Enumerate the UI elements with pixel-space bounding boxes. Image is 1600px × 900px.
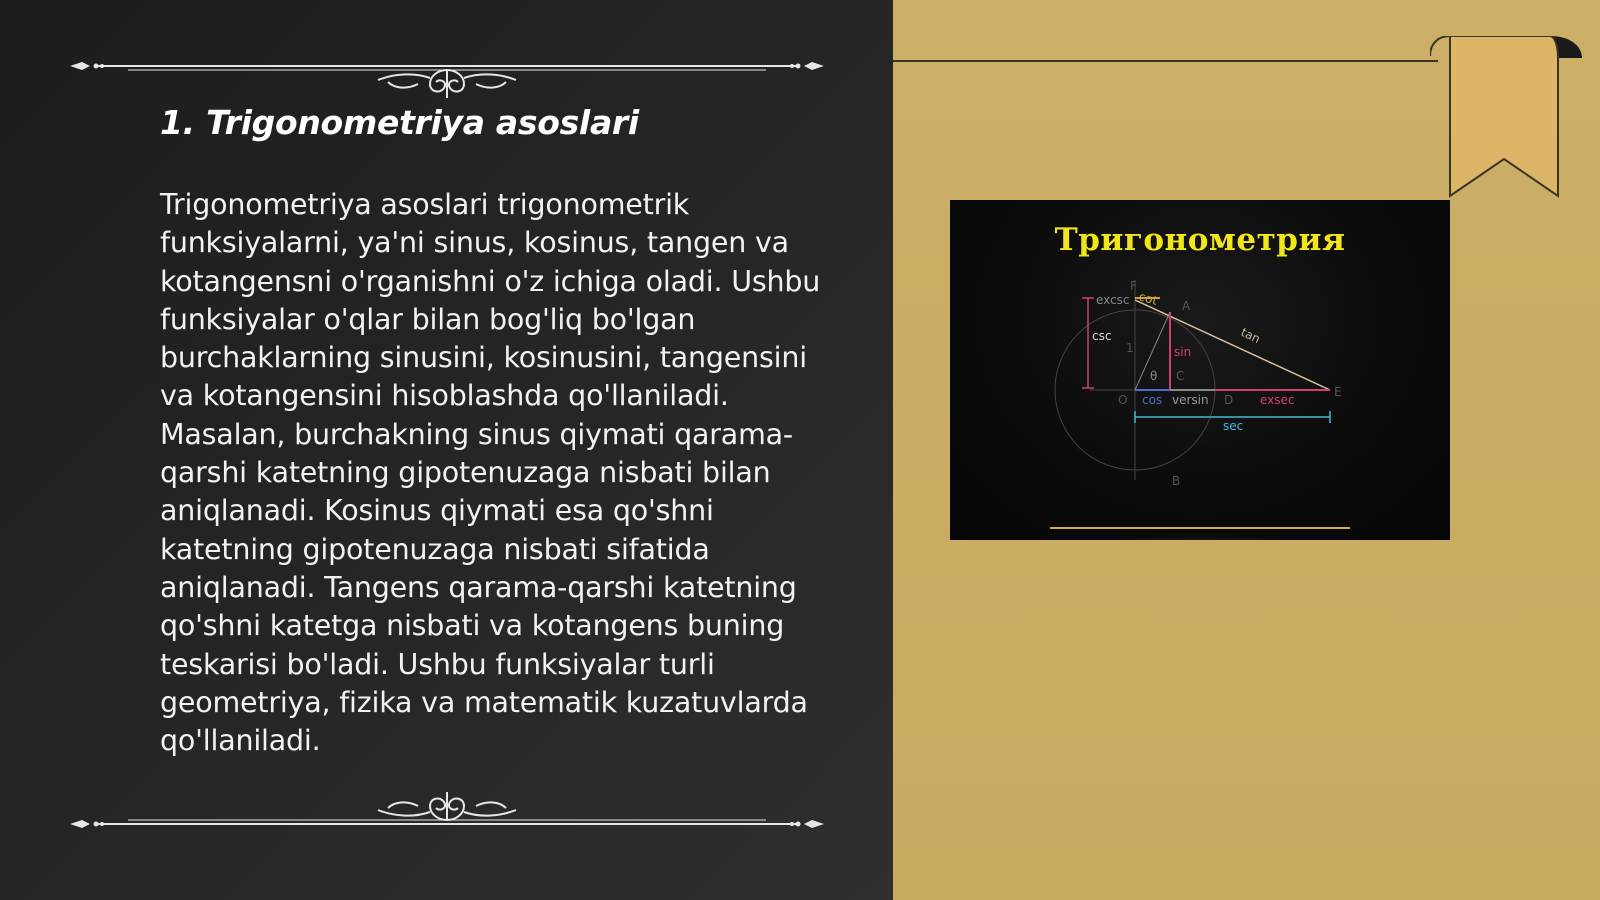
point-e-label: E bbox=[1334, 385, 1342, 399]
slide-title: 1. Trigonometriya asoslari bbox=[160, 103, 639, 142]
slide-paragraph: Trigonometriya asoslari trigonometrik funksiyalarni, ya'ni sinus, kosinus, tangen va kotangensni o'rganishni o'z ichiga oladi. Ushbu funksiyalar o'qlar bilan bog'liq bo'lgan burchaklarning sinusini, kosinusini, tangensini va kotangensini hisoblashda qo'llaniladi. Masalan, burchakning sinus qiymati qarama-qarshi katetning gipotenuzaga nisbati bilan aniqlanadi. Kosinus qiymati esa qo'shni katetning gipotenuzaga nisbati sifatida aniqlanadi. Tangens qarama-qarshi katetning qo'shni katetga nisbati va kotangens buning teskarisi bo'ladi. Ushbu funksiyalar turli geometriya, fizika va matematik kuzatuvlarda qo'llaniladi. bbox=[160, 188, 821, 758]
point-o-label: O bbox=[1118, 393, 1128, 407]
cos-label: cos bbox=[1142, 393, 1163, 407]
point-a-label: A bbox=[1182, 299, 1191, 313]
top-ornament-divider bbox=[68, 48, 826, 98]
bottom-ornament-divider bbox=[68, 778, 826, 828]
excsc-label: excsc bbox=[1096, 293, 1130, 307]
tan-label: tan bbox=[1238, 325, 1263, 347]
sec-label: sec bbox=[1223, 419, 1244, 433]
csc-label: csc bbox=[1092, 329, 1112, 343]
versin-label: versin bbox=[1172, 393, 1209, 407]
point-b-label: B bbox=[1172, 474, 1181, 488]
cot-label: cot bbox=[1137, 289, 1159, 308]
point-c-label: C bbox=[1176, 369, 1185, 383]
divider-line bbox=[893, 60, 1438, 62]
unit-one-label: 1 bbox=[1126, 341, 1134, 355]
bookmark-ribbon-icon bbox=[1430, 36, 1590, 201]
point-d-label: D bbox=[1224, 393, 1234, 407]
trigonometry-picture bbox=[950, 200, 1450, 540]
theta-label: θ bbox=[1150, 369, 1158, 383]
sin-label: sin bbox=[1174, 345, 1192, 359]
point-f-label: F bbox=[1130, 279, 1137, 293]
picture-title: Тригонометрия bbox=[1054, 222, 1346, 258]
exsec-label: exsec bbox=[1260, 393, 1295, 407]
